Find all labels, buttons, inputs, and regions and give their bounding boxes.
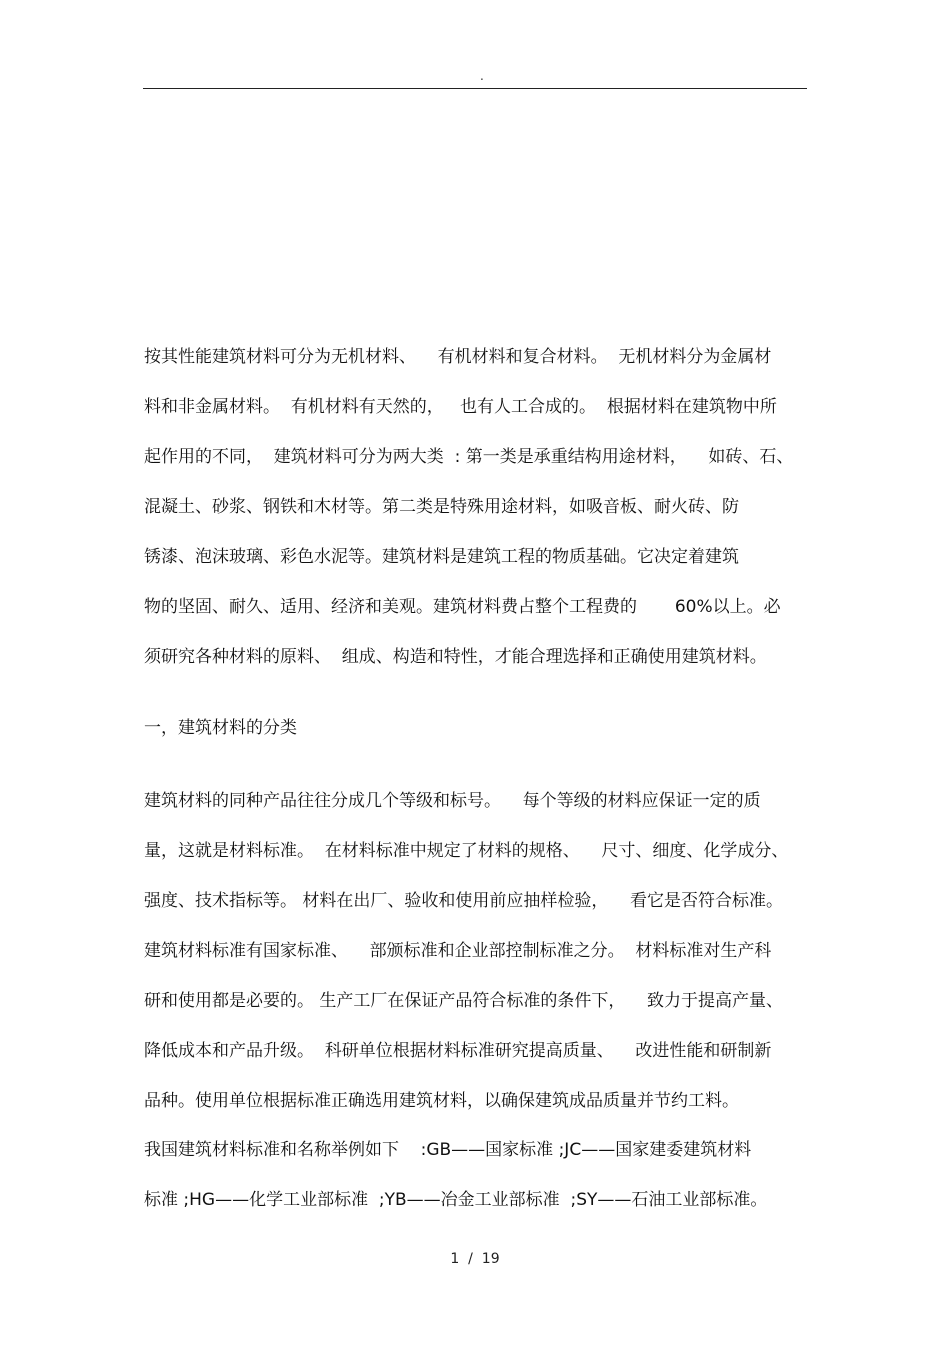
paragraph-line: 我国建筑材料标准和名称举例如下 :GB——国家标准 ;JC——国家建委建筑材料 (144, 1140, 752, 1160)
paragraph-line: 起作用的不同， 建筑材料可分为两大类 : 第一类是承重结构用途材料， 如砖、石、 (144, 447, 794, 467)
paragraph-line: 建筑材料标准有国家标准、 部颁标准和企业部控制标准之分。 材料标准对生产科 (144, 941, 772, 961)
paragraph-line: 量，这就是材料标准。 在材料标准中规定了材料的规格、 尺寸、细度、化学成分、 (144, 841, 789, 861)
page-number: 1 / 19 (450, 1251, 500, 1267)
paragraph-line: 强度、技术指标等。 材料在出厂、验收和使用前应抽样检验， 看它是否符合标准。 (144, 891, 784, 911)
paragraph-line: 建筑材料的同种产品往往分成几个等级和标号。 每个等级的材料应保证一定的质 (144, 791, 761, 811)
paragraph-line: 按其性能建筑材料可分为无机材料、 有机材料和复合材料。 无机材料分为金属材 (144, 347, 772, 367)
paragraph-line: 料和非金属材料。 有机材料有天然的， 也有人工合成的。 根据材料在建筑物中所 (144, 397, 777, 417)
header-rule (143, 88, 807, 89)
paragraph-line: 物的坚固、耐久、适用、经济和美观。建筑材料费占整个工程费的 60%以上。必 (144, 597, 781, 617)
paragraph-line: 标准 ;HG——化学工业部标准 ;YB——冶金工业部标准 ;SY——石油工业部标准。 (144, 1190, 768, 1210)
paragraph-line: 锈漆、泡沫玻璃、彩色水泥等。建筑材料是建筑工程的物质基础。它决定着建筑 (144, 547, 739, 567)
paragraph-line: 研和使用都是必要的。 生产工厂在保证产品符合标准的条件下， 致力于提高产量、 (144, 991, 784, 1011)
paragraph-line: 降低成本和产品升级。 科研单位根据材料标准研究提高质量、 改进性能和研制新 (144, 1041, 772, 1061)
paragraph-line: 品种。使用单位根据标准正确选用建筑材料，以确保建筑成品质量并节约工料。 (144, 1091, 739, 1111)
paragraph-line: 须研究各种材料的原料、 组成、构造和特性，才能合理选择和正确使用建筑材料。 (144, 647, 767, 667)
section-heading: 一，建筑材料的分类 (144, 718, 297, 738)
header-dot: . (480, 69, 484, 83)
paragraph-line: 混凝土、砂浆、钢铁和木材等。第二类是特殊用途材料，如吸音板、耐火砖、防 (144, 497, 739, 517)
